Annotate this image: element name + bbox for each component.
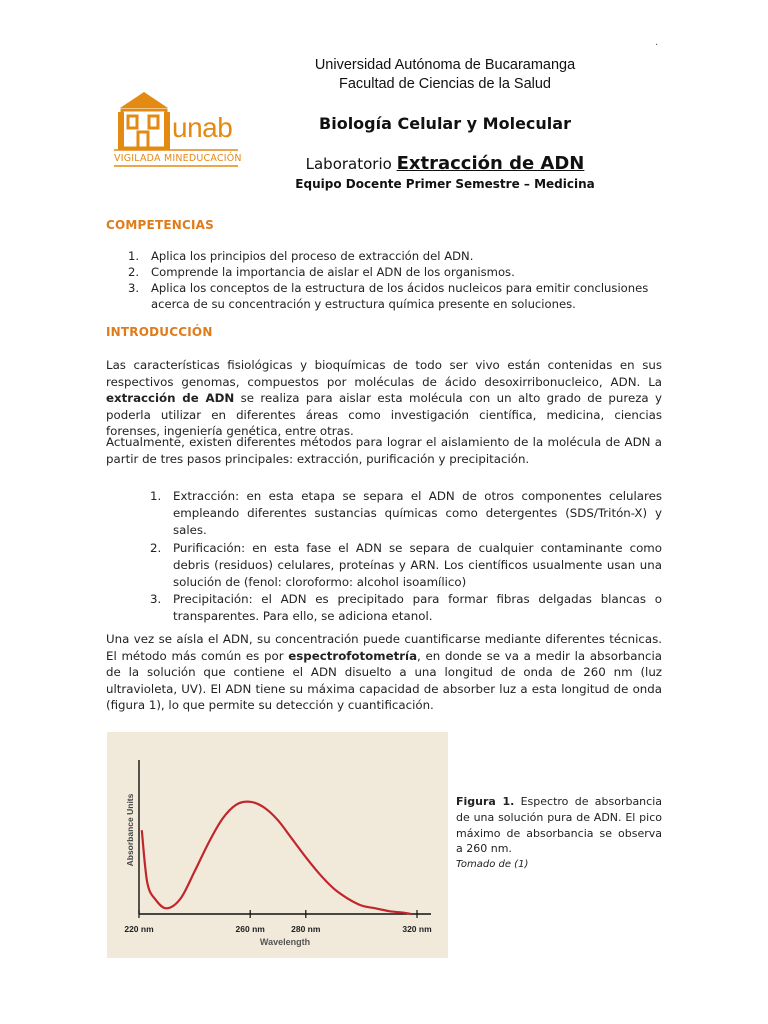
list-item: 2. Purificación: en esta fase el ADN se separa de cualquier contaminante como debris (residuos) celulares, proteínas y ARN. Los científicos usualmente usan una solución de (fenol: cloroformo: alcohol isoamílico) <box>150 540 662 590</box>
course-title: Biología Celular y Molecular <box>319 114 571 133</box>
lab-prefix: Laboratorio <box>305 155 397 173</box>
x-tick-label: 220 nm <box>124 924 154 934</box>
competencias-list <box>128 248 668 312</box>
logo-wordmark: unab <box>172 112 233 143</box>
faculty-name: Facultad de Ciencias de la Salud <box>339 76 551 92</box>
intro-paragraph-2: Actualmente, existen diferentes métodos para lograr el aislamiento de la molécula de ADN a partir de tres pasos principales: extracción, purificación y precipitación. <box>106 435 662 466</box>
list-item: 3. Aplica los conceptos de la estructura de los ácidos nucleicos para emitir conclusiones acerca de su concentración y estructura química presente en soluciones. <box>128 281 649 311</box>
figure-caption: Figura 1. Espectro de absorbancia de una solución pura de ADN. El pico máximo de absorbancia se observa a 260 nm. Tomado de (1) <box>456 794 662 873</box>
chart-axes <box>139 760 431 914</box>
absorbance-chart <box>107 732 448 958</box>
lab-heading <box>150 153 740 174</box>
bold-term: espectrofotometría <box>288 648 418 663</box>
intro-paragraph-3: Una vez se aísla el ADN, su concentración puede cuantificarse mediante diferentes técnicas. El método más común es por espectrofotometría, en donde se va a medir la absorbancia de la solución que contiene el ADN disuelto a una longitud de onda de 260 nm (luz ultravioleta, UV). El ADN tiene su máxima capacidad de absorber luz a esta longitud de onda (figura 1), lo que permite su detección y cuantificación. <box>106 632 662 713</box>
x-axis-label: Wavelength <box>259 937 311 947</box>
intro-paragraph-1: Las características fisiológicas y bioquímicas de todo ser vivo están contenidas en sus respectivos genomas, compuestos por moléculas de ácido desoxirribonucleico, ADN. La extracción de ADN se realiza para aislar esta molécula con un alto grado de pureza y poderla utilizar en diferentes áreas como investigación científica, medicina, ciencias forenses, ingeniería genética, entre otras. <box>106 358 662 439</box>
x-tick-label: 280 nm <box>291 924 321 934</box>
lab-title: Extracción de ADN <box>396 153 585 174</box>
caption-label: Figura 1. <box>456 795 515 808</box>
corner-mark: · <box>655 40 659 51</box>
logo-caption: VIGILADA MINEDUCACIÓN <box>114 153 242 164</box>
caption-source: Tomado de (1) <box>456 859 529 871</box>
steps-list <box>150 488 662 626</box>
university-name: Universidad Autónoma de Bucaramanga <box>314 57 576 73</box>
absorbance-curve <box>142 802 412 914</box>
list-item: 2. Comprende la importancia de aislar el ADN de los organismos. <box>128 265 515 279</box>
list-item: 3. Precipitación: el ADN es precipitado para formar fibras delgadas blancas o transparentes. Para ello, se adiciona etanol. <box>150 592 662 624</box>
figure-panel <box>107 732 448 958</box>
x-tick-label: 320 nm <box>402 924 432 934</box>
bold-term: extracción de ADN <box>106 391 235 406</box>
competencias-heading: COMPETENCIAS <box>106 218 214 232</box>
team-line: Equipo Docente Primer Semestre – Medicina <box>295 177 595 191</box>
x-tick-label: 260 nm <box>235 924 265 934</box>
y-axis-label: Absorbance Units <box>125 793 135 867</box>
introduccion-heading: INTRODUCCIÓN <box>106 325 213 339</box>
list-item: 1. Extracción: en esta etapa se separa el ADN de otros componentes celulares empleando diferentes sustancias químicas como detergentes (SDS/Tritón-X) y sales. <box>150 489 662 538</box>
list-item: 1. Aplica los principios del proceso de extracción del ADN. <box>128 249 474 263</box>
